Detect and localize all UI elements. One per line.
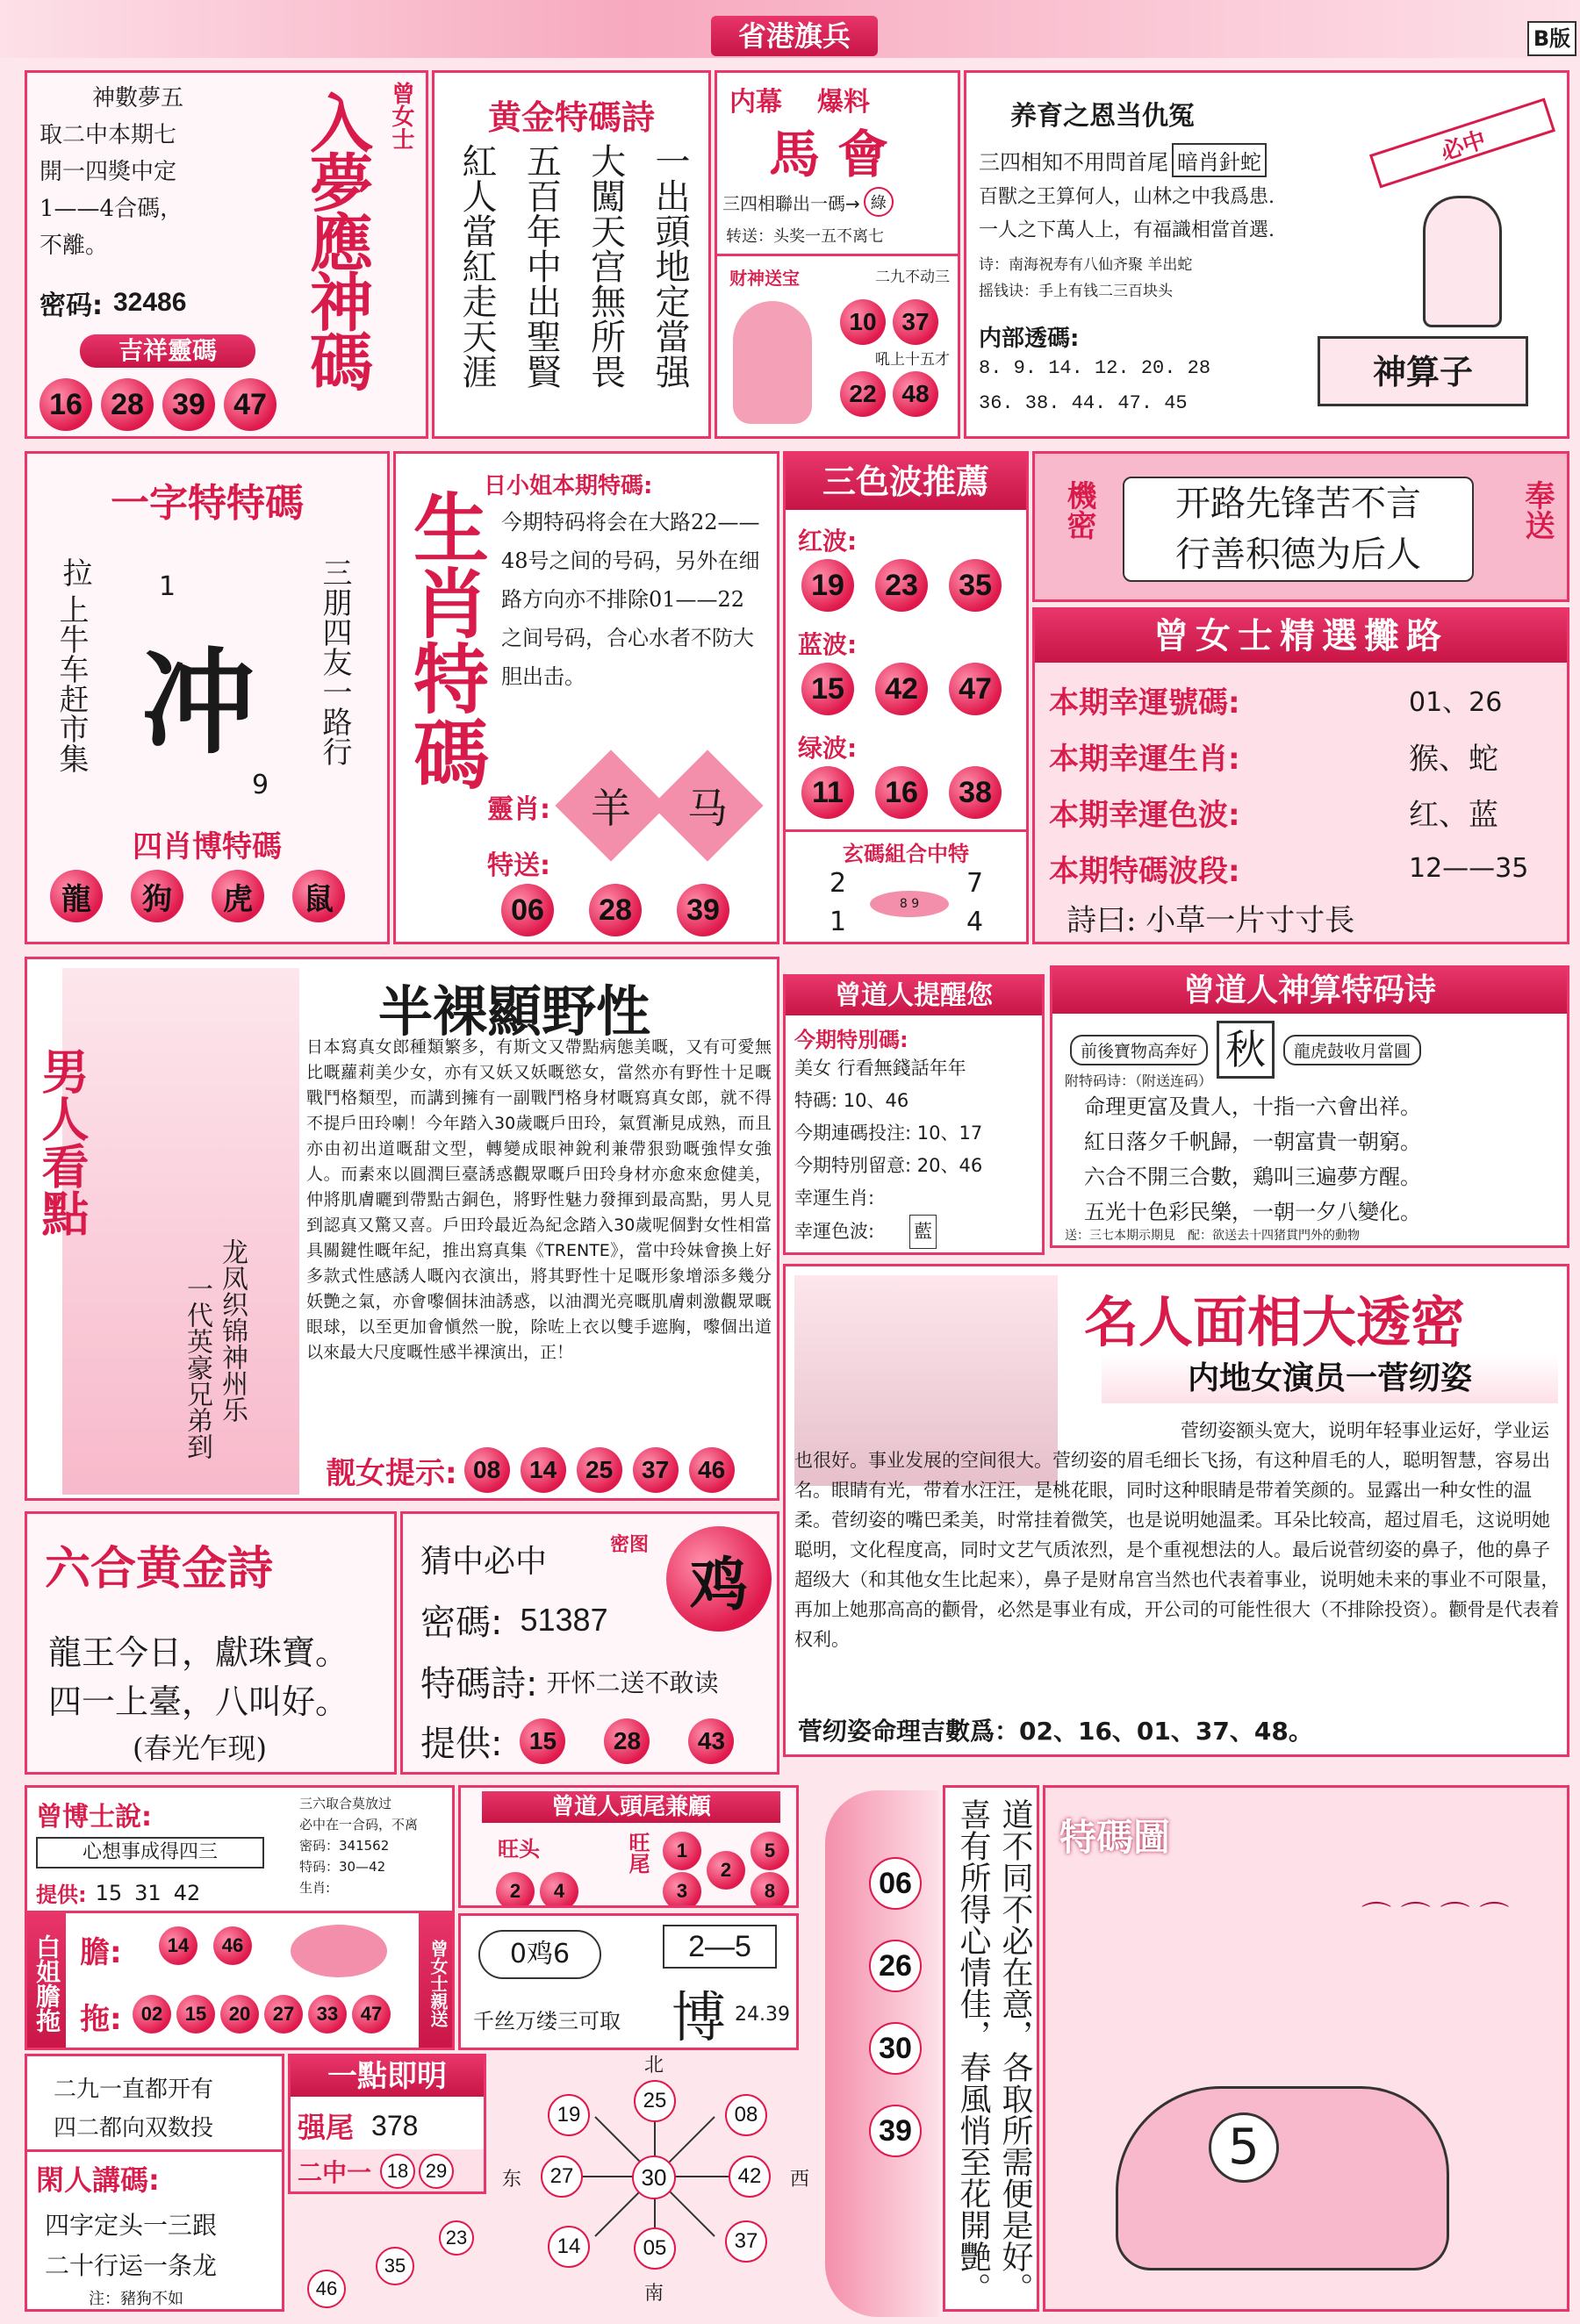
zodiac-ball: 狗 <box>131 870 183 922</box>
number-ball: 39 <box>869 2105 922 2157</box>
article-side-title: 男人看點 <box>34 1047 90 1237</box>
guess-tag: 密图 <box>610 1534 650 1556</box>
head-label: 旺头 <box>498 1837 540 1861</box>
dream-line: 開一四獎中定 <box>40 159 177 185</box>
spirit-zodiac: 马 <box>687 785 728 832</box>
remind-row: 美女 行看無錢話年年 <box>794 1058 966 1079</box>
strong-label: 强尾 <box>298 2111 355 2144</box>
mid-box: 2—5 <box>663 1925 777 1969</box>
number-ball: 25 <box>577 1447 622 1493</box>
mid-misc-panel <box>458 1913 799 2050</box>
zeng-pick-panel <box>1032 607 1569 944</box>
compass-east: 东 <box>502 2169 522 2191</box>
number-ball: 15 <box>520 1718 565 1764</box>
one-char-number: 1 <box>159 571 176 602</box>
number-ball: 42 <box>875 663 928 715</box>
number-ball: 47 <box>352 1995 391 2034</box>
number-ball: 16 <box>40 378 92 431</box>
liuhe-line: 四一上臺，八叫好。 <box>48 1682 349 1721</box>
guess-poem: 开怀二送不敢读 <box>546 1668 719 1697</box>
shensuan-title: 养育之恩当仇冤 <box>1010 101 1195 132</box>
motto-side: 機密 <box>1061 480 1096 540</box>
gold-poem-title: 黄金特碼詩 <box>487 97 655 137</box>
tuo-label: 拖: <box>80 2002 122 2037</box>
lucky-label: 吉祥靈碼 <box>80 334 255 368</box>
compass-south: 南 <box>644 2283 664 2305</box>
number-ball: 35 <box>949 559 1002 612</box>
pig-icon <box>291 1925 387 1977</box>
inner-row: 8. 9. 14. 12. 20. 28 <box>979 357 1211 379</box>
number-ball: 15 <box>801 663 854 715</box>
verse-column: 龙凤织锦神州乐 <box>217 1238 248 1423</box>
tao-line: 六合不開三合數，鶏叫三遍夢方醒。 <box>1084 1165 1421 1189</box>
one-char-panel <box>25 451 390 944</box>
zodiac-ball: 虎 <box>212 870 264 922</box>
pick-key: 本期幸運色波: <box>1049 797 1240 833</box>
remind-row: 今期連碼投注: 10、17 <box>794 1123 983 1144</box>
guess-label: 猜中必中 <box>420 1544 548 1580</box>
doctor-line: 三六取合莫放过 <box>299 1796 392 1811</box>
shengxiao-text: 今期特码将会在大路22——48号之间的号码，另外在细路方向亦不排除01——22之间号码，合心水者不防大胆出击。 <box>501 510 760 689</box>
xuan-number: 1 <box>830 907 847 937</box>
elephant-icon <box>1116 2086 1449 2270</box>
compass-node: 14 <box>548 2226 590 2268</box>
wave-panel <box>783 451 1029 944</box>
xuan-number: 7 <box>966 868 984 899</box>
liuhe-panel <box>25 1511 397 1775</box>
number-ball: 37 <box>633 1447 679 1493</box>
password-label: 密码: <box>40 290 103 321</box>
flag-icon: 必中 <box>1369 98 1555 189</box>
wave-label: 绿波: <box>798 734 858 763</box>
lb-line: 二十行运一条龙 <box>45 2251 218 2280</box>
right-poem: 道不同不必在意，各取所需便是好。 <box>997 1798 1033 2304</box>
shensuan-line: 诗：南海祝寿有八仙齐聚 羊出蛇 <box>979 256 1193 274</box>
liuhe-title: 六合黄金詩 <box>45 1542 274 1596</box>
motto-side: 奉送 <box>1519 480 1555 540</box>
number-ball: 16 <box>875 766 928 819</box>
number-ball: 39 <box>677 884 729 936</box>
tao-note: 附特码诗：（附送连码） <box>1065 1072 1213 1089</box>
tao-poem-title: 曾道人神算特码诗 <box>1052 968 1567 1014</box>
number-ball: 22 <box>840 371 886 417</box>
tao-line: 紅日落夕千帆歸，一朝富貴一朝窮。 <box>1084 1130 1421 1154</box>
right-poem: 喜有所得心情佳，春風悄至花開艷。 <box>955 1798 991 2304</box>
number-ball: 14 <box>159 1926 198 1965</box>
shensuan-tag: 暗肖針蛇 <box>1172 143 1267 177</box>
compass-node: 42 <box>729 2155 771 2198</box>
number-ball: 23 <box>875 559 928 612</box>
number-ball: 46 <box>213 1926 252 1965</box>
number-ball: 28 <box>589 884 642 936</box>
tema-image-panel <box>1043 1785 1569 2312</box>
pick-key: 本期幸運號碼: <box>1049 685 1240 721</box>
number-ball: 46 <box>689 1447 735 1493</box>
dream-panel <box>25 70 428 439</box>
remind-title: 曾道人提醒您 <box>786 977 1042 1015</box>
compass-north: 北 <box>644 2055 664 2077</box>
left-bottom-panel <box>25 2054 284 2312</box>
number-ball: 48 <box>893 371 938 417</box>
remind-color: 藍 <box>909 1215 937 1249</box>
gold-poem-panel <box>432 70 711 439</box>
lb-note: 注：豬狗不如 <box>89 2290 183 2308</box>
horse-line: 转送：头奖一五不离七 <box>726 227 884 246</box>
pick-value: 猴、蛇 <box>1409 741 1498 777</box>
number-ball: 4 <box>540 1872 578 1908</box>
compass-node: 19 <box>548 2094 590 2136</box>
guess-pwd: 51387 <box>520 1601 608 1638</box>
number-ball: 26 <box>869 1940 922 1992</box>
verse-column: 拉 <box>57 557 92 587</box>
dream-line: 不離。 <box>40 233 109 259</box>
remind-row: 幸運色波: <box>794 1221 875 1242</box>
number-ball: 1 <box>663 1832 701 1870</box>
number-ball: 37 <box>893 299 938 345</box>
number-ball: 10 <box>840 299 886 345</box>
compass-node: 27 <box>541 2155 583 2198</box>
shengxiao-vertical: 生肖特碼 <box>400 489 489 791</box>
inner-label: 内部透碼: <box>979 326 1080 352</box>
password-value: 32486 <box>113 288 187 317</box>
article-title: 半裸顯野性 <box>378 979 651 1044</box>
number-ball: 06 <box>501 884 554 936</box>
verse-column: 上牛车赶市集 <box>54 594 89 773</box>
tao-mid: 秋 <box>1217 1021 1275 1079</box>
leak-tag: 爆料 <box>817 87 870 118</box>
inner-row: 36. 38. 44. 47. 45 <box>979 392 1188 414</box>
number-ball: 3 <box>663 1872 701 1908</box>
shengxiao-head: 日小姐本期特碼: <box>484 473 653 499</box>
doctor-side2: 曾女士親送 <box>419 1913 455 2050</box>
number-ball: 33 <box>308 1995 347 2034</box>
doctor-line: 必中在一合码，不离 <box>299 1817 419 1833</box>
green-ball: 綠 <box>864 187 894 217</box>
page-tag: B版 <box>1527 21 1576 56</box>
remind-panel <box>783 974 1045 1255</box>
mid-bo-nums: 24.39 <box>735 2004 790 2026</box>
number-ball: 38 <box>949 766 1002 819</box>
number-ball: 47 <box>224 378 276 431</box>
inside-tag: 内幕 <box>729 87 782 118</box>
article-body: 日本寫真女郎種類繁多，有斯文又帶點病態美嘅，又有可愛無比嘅蘿莉美少女，亦有又妖又妖嘅慾女，當然亦有野性十足嘅戰鬥格類型，而講到擁有一副戰鬥格身材嘅寫真女郎，就不得不提戶田玲喇！今年踏入30歲嘅戶田玲，氣質漸見成熟，而且亦由初出道嘅甜文型，轉變成眼神銳利兼帶狠勁嘅強悍女強人。而素來以圓潤巨臺誘惑觀眾嘅戶田玲身材亦愈來愈健美，仲將肌膚曬到帶點古銅色，將野性魅力發揮到最高點，男人見到認真又驚又喜。戶田玲最近為紀念踏入30歲呢個對女性相當具關鍵性嘅年紀，推出寫真集《TRENTE》，當中玲妹會換上好多款式性感誘人嘅內衣演出，將其野性十足嘅形象增添多幾分妖艷之氣，亦會嚟個抹油誘惑，以油潤光亮嘅肌膚刺激觀眾嘅眼球，以至更加會愼然一脫，除咗上衣以雙手遮胸，嚟個出道以來最大尺度嘅性感半裸演出，正！ <box>306 1037 772 1362</box>
doctor-line: 密码：341562 <box>299 1838 390 1854</box>
pick-value: 红、蓝 <box>1409 797 1498 833</box>
tao-tag: 前後寶物高奔好 <box>1070 1035 1208 1065</box>
number-circle: 18 <box>380 2154 415 2189</box>
clear-title: 一點即明 <box>291 2056 484 2097</box>
lb-line: 四二都向双数投 <box>54 2115 214 2141</box>
pick-value: 12——35 <box>1409 852 1529 884</box>
liuhe-line: 龍王今日，獻珠寶。 <box>48 1633 349 1672</box>
tao-tag: 龍虎鼓收月當圓 <box>1283 1035 1421 1065</box>
head-tail-title: 曾道人頭尾兼顧 <box>482 1791 780 1823</box>
motto-line: 开路先锋苦不言 <box>1175 484 1421 524</box>
tao-poem-panel <box>1050 965 1569 1248</box>
horse-title: 馬會 <box>768 125 906 184</box>
compass-center: 30 <box>632 2155 676 2199</box>
shensuan-line: 三四相知不用問首尾 <box>979 150 1168 175</box>
doctor-number: 42 <box>173 1880 201 1905</box>
number-ball: 30 <box>869 2022 922 2075</box>
number-ball: 47 <box>949 663 1002 715</box>
article-panel <box>25 957 779 1501</box>
guess-poem-label: 特碼詩: <box>420 1664 538 1704</box>
shensuan-line: 百獸之王算何人，山林之中我爲患. <box>979 186 1275 208</box>
tail-label: 旺尾 <box>625 1832 650 1874</box>
number-ball: 02 <box>133 1995 171 2034</box>
wave-label: 蓝波: <box>798 630 858 659</box>
number-ball: 2 <box>496 1872 535 1908</box>
doctor-provide: 提供: <box>36 1883 87 1907</box>
fortune-note: 吼上十五才 <box>875 351 950 369</box>
number-ball: 20 <box>220 1995 259 2034</box>
one-char-big: 冲 <box>141 635 256 770</box>
number-ball: 15 <box>176 1995 215 2034</box>
number-ball: 2 <box>707 1851 745 1890</box>
pick-value: 01、26 <box>1409 687 1503 718</box>
mid-line: 千丝万缕三可取 <box>473 2009 621 2034</box>
face-panel <box>783 1264 1569 1757</box>
doctor-title: 曾博士說: <box>36 1802 152 1833</box>
shensuan-line: 一人之下萬人上，有福識相當首選. <box>979 219 1275 241</box>
clear-panel <box>288 2054 486 2194</box>
remind-subtitle: 今期特別碼: <box>794 1028 908 1052</box>
mid-box: 0鸡6 <box>478 1930 601 1979</box>
compass-node: 05 <box>634 2227 676 2270</box>
xuan-title: 玄碼組合中特 <box>843 842 969 866</box>
tao-foot: 送：三七本期示期見 配：欲送去十四猪貫門外的動物 <box>1065 1229 1360 1243</box>
compass-west: 西 <box>790 2169 810 2191</box>
dream-line: 取二中本期七 <box>40 122 177 148</box>
face-subtitle: 内地女演员一菅纫姿 <box>1102 1354 1558 1403</box>
wave-label: 红波: <box>798 527 858 556</box>
send-label: 特送: <box>487 850 550 881</box>
lb-line: 二九一直都开有 <box>54 2077 214 2103</box>
xuan-number: 4 <box>966 907 984 937</box>
one-char-title: 一字特特碼 <box>111 481 304 526</box>
horse-line: 三四相聯出一碼→ <box>722 192 860 214</box>
number-ball: 39 <box>162 378 215 431</box>
number-ball: 43 <box>688 1718 734 1764</box>
compass-node: 37 <box>725 2220 767 2263</box>
lb-line: 四字定头一三跟 <box>45 2211 218 2240</box>
spirit-zodiac: 羊 <box>591 785 631 832</box>
fortune-god-icon <box>733 301 812 424</box>
liuhe-note: (春光乍现) <box>133 1732 267 1765</box>
motto-line: 行善积德为后人 <box>1175 534 1421 575</box>
tema-number: 5 <box>1209 2112 1279 2183</box>
dream-author: 曾女士 <box>388 82 414 150</box>
doctor-side: 白姐膽拖 <box>27 1913 66 2050</box>
number-ball: 28 <box>101 378 154 431</box>
dream-title: 入夢應神碼 <box>299 90 374 389</box>
number-ball: 06 <box>869 1857 922 1910</box>
face-numbers: 菅纫姿命理吉數爲：02、16、01、37、48。 <box>798 1717 1313 1746</box>
doctor-number: 15 <box>95 1880 123 1905</box>
guess-panel <box>400 1511 779 1775</box>
tema-title: 特碼圖 <box>1059 1816 1171 1859</box>
verse-column: 一代英豪兄弟到 <box>182 1275 212 1460</box>
number-ball: 27 <box>264 1995 303 2034</box>
right-poem-panel <box>943 1785 1039 2312</box>
poem-column: 一出頭地定當强 <box>649 143 690 389</box>
zodiac-ball: 鼠 <box>292 870 345 922</box>
guess-provide-label: 提供: <box>420 1724 503 1764</box>
pick-key: 本期幸運生肖: <box>1049 741 1240 777</box>
mid-bo: 博 <box>672 1985 727 2049</box>
horse-panel <box>715 70 960 439</box>
number-ball: 28 <box>604 1718 650 1764</box>
dream-line: 神數夢五 <box>92 85 184 111</box>
wave-title: 三色波推薦 <box>786 454 1026 510</box>
pick-key: 本期特碼波段: <box>1049 853 1240 889</box>
pick-poem: 詩曰: 小草一片寸寸長 <box>1066 903 1355 938</box>
idle-title: 閑人講碼: <box>36 2163 160 2197</box>
shensuan-panel <box>964 70 1569 439</box>
compass-node: 08 <box>725 2094 767 2136</box>
face-body: 菅纫姿额头宽大，说明年轻事业运好，学业运也很好。事业发展的空间很大。菅纫姿的眉毛细长飞扬，有这种眉毛的人，聪明智慧，容易出名。眼睛有光，带着水汪汪，是桃花眼，同时这种眼睛是带着笑颜的。显露出一种女性的温柔。菅纫姿的嘴巴柔美，时常挂着微笑，也是说明她温柔。耳朵比较高，超过眉毛，这说明她聪明，文化程度高，同时文艺气质浓烈，是个重视想法的人。最后说菅纫姿的鼻子，他的鼻子超级大（和其他女生比起来），鼻子是财帛宫当然也代表着事业，说明她未来的事业不可限量，再加上她那高高的颧骨，必然是事业有成，开公司的可能性很大（不排除投资）。颧骨是代表着权利。 <box>794 1420 1560 1650</box>
verse-column: 三朋四友一路行 <box>317 557 352 766</box>
one-char-number: 9 <box>252 770 269 800</box>
compass-node: 25 <box>634 2080 676 2122</box>
poem-column: 紅人當紅走天涯 <box>456 143 497 389</box>
birds-icon: ⌒ ⌒ ⌒ ⌒ <box>1361 1900 1510 1935</box>
spirit-label: 靈肖: <box>487 794 550 825</box>
remind-row: 特碼: 10、46 <box>794 1090 909 1111</box>
shengxiao-panel <box>393 451 779 944</box>
tao-line: 五光十色彩民樂，一朝一夕八變化。 <box>1084 1200 1421 1224</box>
hint-label: 靓女提示: <box>326 1455 457 1491</box>
number-ball: 14 <box>521 1447 566 1493</box>
shensuan-line: 摇钱诀：手上有钱二三百块头 <box>979 283 1173 300</box>
motto-panel <box>1032 451 1569 602</box>
sage-figure-icon <box>1423 196 1502 327</box>
poem-column: 五百年中出聖賢 <box>521 143 562 389</box>
paper-title: 省港旗兵 <box>711 16 878 56</box>
dan-label: 膽: <box>80 1935 122 1970</box>
guess-big: 鸡 <box>666 1526 772 1632</box>
doctor-line: 生肖: <box>299 1880 331 1896</box>
remind-row: 幸運生肖: <box>794 1187 875 1209</box>
remind-row: 今期特別留意: 20、46 <box>794 1155 983 1176</box>
face-title: 名人面相大透密 <box>1084 1290 1466 1354</box>
number-circle: 46 <box>307 2270 346 2308</box>
doctor-number: 31 <box>134 1880 162 1905</box>
one-char-sub: 四肖博特碼 <box>133 829 282 864</box>
number-ball: 11 <box>801 766 854 819</box>
two-label: 二中一 <box>298 2158 372 2187</box>
number-circle: 29 <box>419 2154 454 2189</box>
doctor-panel <box>25 1785 455 2050</box>
strong-value: 378 <box>371 2109 419 2141</box>
poem-column: 大闖天宫無所畏 <box>585 143 626 389</box>
number-ball: 08 <box>464 1447 510 1493</box>
guess-pwd-label: 密碼: <box>420 1603 503 1643</box>
doctor-box: 心想事成得四三 <box>36 1837 264 1869</box>
number-ball: 5 <box>750 1832 789 1870</box>
number-circle: 23 <box>439 2220 474 2256</box>
xuan-number: 2 <box>830 868 847 899</box>
dream-line: 1——4合碼， <box>40 196 183 222</box>
xuan-mid: 8 9 <box>870 891 949 917</box>
number-circle: 35 <box>376 2247 414 2285</box>
zodiac-ball: 龍 <box>50 870 103 922</box>
tao-line: 命理更富及貴人，十指一六會出祥。 <box>1084 1094 1421 1119</box>
zeng-pick-title: 曾女士精選攤路 <box>1035 610 1567 663</box>
head-tail-panel <box>458 1785 799 1908</box>
shensuan-name: 神算子 <box>1318 336 1528 406</box>
fortune-note: 二九不动三 <box>875 269 950 286</box>
number-ball: 19 <box>801 559 854 612</box>
fortune-label: 财神送宝 <box>729 268 800 289</box>
number-ball: 8 <box>750 1872 789 1908</box>
doctor-line: 特码：30—42 <box>299 1859 386 1875</box>
